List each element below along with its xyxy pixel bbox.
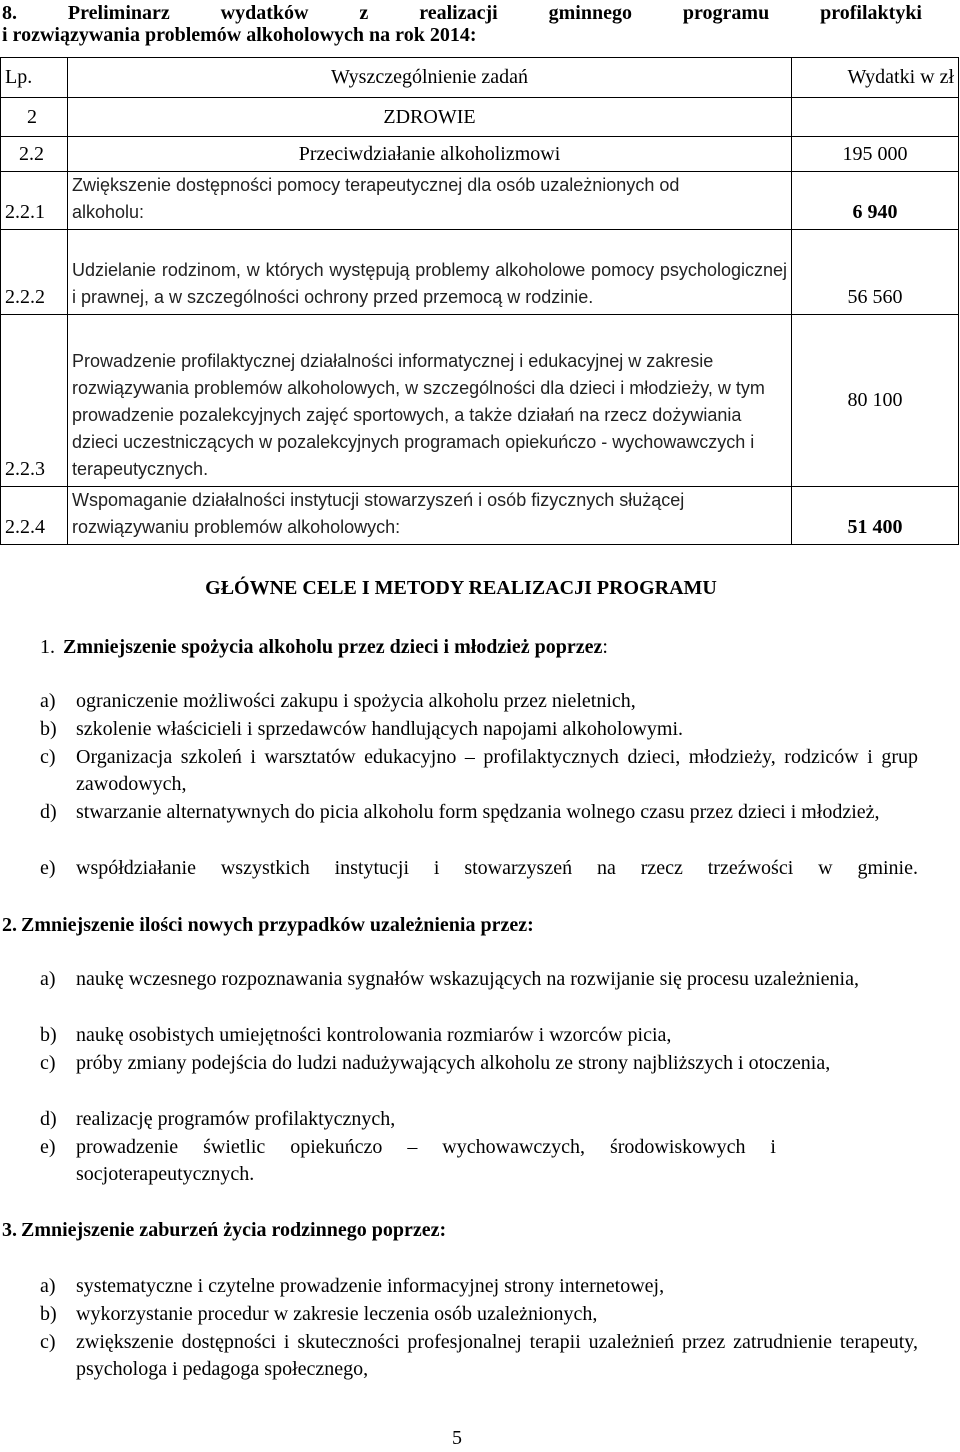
- row-task: Zwiększenie dostępności pomocy terapeutycznej dla osób uzależnionych od alkoholu:: [68, 172, 792, 230]
- row-lp: 2.2.4: [1, 487, 68, 545]
- table-row: [1, 315, 959, 487]
- list-item-label: b): [40, 718, 57, 740]
- table-row: [1, 230, 959, 315]
- row-lp: 2.2.3: [1, 315, 68, 487]
- goal-number: 1.: [40, 636, 55, 658]
- goal-number: 2.: [2, 914, 17, 936]
- list-item-label: e): [40, 857, 56, 879]
- budget-table: [0, 57, 959, 545]
- list-item-label: a): [40, 968, 56, 990]
- row-amount: 80 100: [792, 315, 959, 487]
- list-item-text: próby zmiany podejścia do ludzi nadużywających alkoholu ze strony najbliższych i otoczenia,: [76, 1052, 831, 1074]
- list-item-text: szkolenie właścicieli i sprzedawców handlujących napojami alkoholowymi.: [76, 718, 684, 740]
- list-item-text: realizację programów profilaktycznych,: [76, 1108, 396, 1130]
- subsection-amount: 195 000: [792, 137, 959, 172]
- row-amount: 56 560: [792, 230, 959, 315]
- subsection-lp: 2.2: [1, 137, 68, 172]
- section-amount: [792, 98, 959, 137]
- section-task: ZDROWIE: [68, 98, 792, 137]
- row-amount: 51 400: [792, 487, 959, 545]
- row-task: Udzielanie rodzinom, w których występują problemy alkoholowe pomocy psychologicznej i prawnej, a w szczególności ochrony przed przemocą w rodzinie.: [68, 230, 792, 315]
- section-heading: 8. Preliminarz wydatków z realizacji gminnego programu profilaktyki: [2, 2, 922, 24]
- section-lp: 2: [1, 98, 68, 137]
- list-item-label: c): [40, 1052, 56, 1074]
- row-task: Prowadzenie profilaktycznej działalności informatycznej i edukacyjnej w zakresie rozwiązywania problemów alkoholowych, w szczególności dla dzieci i młodzieży, w tym prowadzenie pozalekcyjnych zajęć sportowych, a także działań na rzecz dożywiania dzieci uczestniczących w pozalekcyjnych programach opiekuńczo - wychowawczych i terapeutycznych.: [68, 315, 792, 487]
- goal-title: Zmniejszenie spożycia alkoholu przez dzieci i młodzież poprzez: [63, 636, 603, 658]
- goal-title: Zmniejszenie ilości nowych przypadków uzależnienia przez:: [21, 914, 534, 936]
- list-item-label: c): [40, 1331, 56, 1353]
- list-item-label: a): [40, 690, 56, 712]
- list-item-label: a): [40, 1275, 56, 1297]
- goal-heading: [0, 634, 608, 661]
- section-heading-continued: i rozwiązywania problemów alkoholowych na rok 2014:: [2, 24, 477, 46]
- page-number: 5: [452, 1427, 462, 1449]
- header-lp: Lp.: [1, 58, 68, 98]
- goal-number: 3.: [2, 1219, 17, 1241]
- row-amount: 6 940: [792, 172, 959, 230]
- list-item-text: ograniczenie możliwości zakupu i spożycia alkoholu przez nieletnich,: [76, 690, 636, 712]
- list-item-text: naukę osobistych umiejętności kontrolowania rozmiarów i wzorców picia,: [76, 1024, 672, 1046]
- list-item-label: e): [40, 1136, 56, 1158]
- table-row: [1, 487, 959, 545]
- table-section-row: [1, 98, 959, 137]
- list-item-label: d): [40, 1108, 57, 1130]
- list-item-text: Organizacja szkoleń i warsztatów edukacyjno – profilaktycznych dzieci, młodzieży, rodziców i grup zawodowych,: [76, 746, 918, 795]
- subsection-task: Przeciwdziałanie alkoholizmowi: [68, 137, 792, 172]
- list-item-text: wykorzystanie procedur w zakresie leczenia osób uzależnionych,: [76, 1303, 598, 1325]
- list-item-label: d): [40, 801, 57, 823]
- goal-title-suffix: :: [602, 636, 608, 658]
- row-task: Wspomaganie działalności instytucji stowarzyszeń i osób fizycznych służącej rozwiązywaniu problemów alkoholowych:: [68, 487, 792, 545]
- section-title: GŁÓWNE CELE I METODY REALIZACJI PROGRAMU: [205, 577, 717, 599]
- list-item-text: współdziałanie wszystkich instytucji i stowarzyszeń na rzecz trzeźwości w gminie.: [76, 857, 918, 879]
- row-lp: 2.2.1: [1, 172, 68, 230]
- table-header-row: [1, 58, 959, 98]
- table-subsection-row: [1, 137, 959, 172]
- row-lp: 2.2.2: [1, 230, 68, 315]
- header-amount: Wydatki w zł: [792, 58, 959, 98]
- list-item-text: naukę wczesnego rozpoznawania sygnałów wskazujących na rozwijanie się procesu uzależnienia,: [76, 968, 859, 990]
- list-item-label: b): [40, 1303, 57, 1325]
- table-row: [1, 172, 959, 230]
- list-item-label: c): [40, 746, 56, 768]
- goal-heading: [0, 1217, 446, 1244]
- list-item-text: zwiększenie dostępności i skuteczności profesjonalnej terapii uzależnień przez zatrudnienie terapeuty, psychologa i pedagoga społecznego,: [76, 1331, 918, 1380]
- goal-title: Zmniejszenie zaburzeń życia rodzinnego poprzez:: [21, 1219, 447, 1241]
- header-task: Wyszczególnienie zadań: [68, 58, 792, 98]
- goal-heading: [0, 912, 534, 939]
- list-item-text: systematyczne i czytelne prowadzenie informacyjnej strony internetowej,: [76, 1275, 665, 1297]
- list-item-label: b): [40, 1024, 57, 1046]
- list-item-text: stwarzanie alternatywnych do picia alkoholu form spędzania wolnego czasu przez dzieci i młodzież,: [76, 801, 880, 823]
- list-item-text: prowadzenie świetlic opiekuńczo – wychowawczych, środowiskowych i socjoterapeutycznych.: [76, 1136, 776, 1185]
